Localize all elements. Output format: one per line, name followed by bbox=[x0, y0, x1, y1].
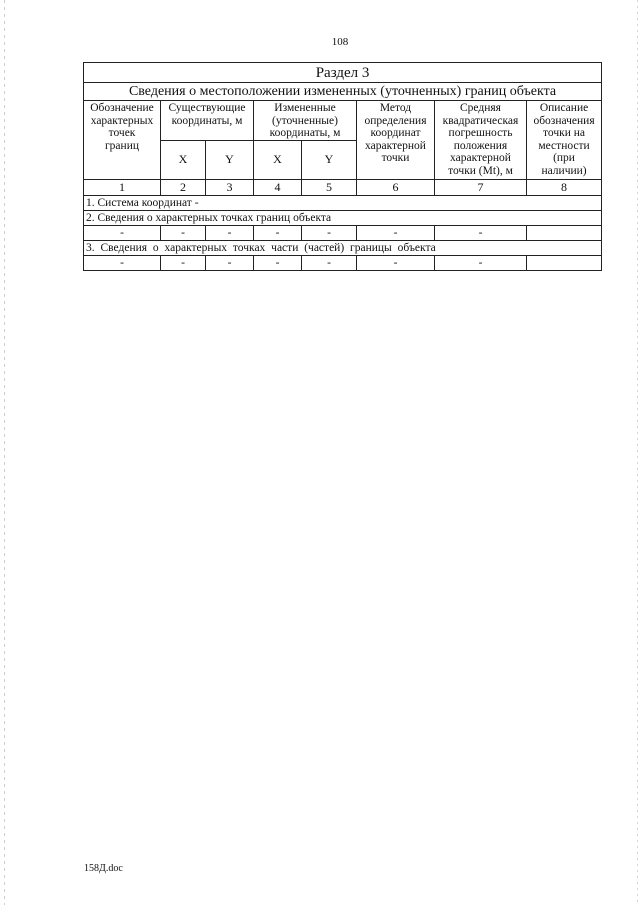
column-numbers-row bbox=[84, 179, 602, 195]
section3-label: 3. Сведения о характерных точках части (частей) границы объекта bbox=[84, 240, 602, 255]
section-title-row bbox=[84, 63, 602, 83]
column-number: 5 bbox=[302, 179, 357, 195]
section2-data-row bbox=[84, 225, 602, 240]
table-cell: - bbox=[254, 255, 302, 270]
scan-margin-right bbox=[637, 0, 638, 905]
table-cell: - bbox=[357, 225, 435, 240]
section2-header-row bbox=[84, 210, 602, 225]
column-number: 7 bbox=[435, 179, 527, 195]
table-cell bbox=[527, 255, 602, 270]
table-cell: - bbox=[302, 255, 357, 270]
section3-data-row bbox=[84, 255, 602, 270]
table-cell: - bbox=[302, 225, 357, 240]
header-changed-y: Y bbox=[302, 140, 357, 179]
column-number: 3 bbox=[206, 179, 254, 195]
table-cell: - bbox=[161, 225, 206, 240]
table-cell: - bbox=[435, 225, 527, 240]
page-number: 108 bbox=[331, 36, 349, 48]
boundary-table bbox=[83, 62, 602, 271]
table-title: Сведения о местоположении измененных (уточненных) границ объекта bbox=[84, 83, 602, 101]
table-cell: - bbox=[206, 225, 254, 240]
header-changed-x: X bbox=[254, 140, 302, 179]
table-title-row bbox=[84, 83, 602, 101]
header-existing-y: Y bbox=[206, 140, 254, 179]
column-number: 6 bbox=[357, 179, 435, 195]
column-number: 8 bbox=[527, 179, 602, 195]
header-mean-square-error: Средняя квадратическая погрешность положения характерной точки (Mt), м bbox=[435, 101, 527, 180]
table-cell: - bbox=[206, 255, 254, 270]
column-number: 2 bbox=[161, 179, 206, 195]
header-method: Метод определения координат характерной точки bbox=[357, 101, 435, 180]
coordinate-system-label: 1. Система координат - bbox=[84, 195, 602, 210]
section3-header-row bbox=[84, 240, 602, 255]
section-title: Раздел 3 bbox=[84, 63, 602, 83]
column-number: 1 bbox=[84, 179, 161, 195]
table-cell: - bbox=[254, 225, 302, 240]
header-row bbox=[84, 101, 602, 141]
table-cell: - bbox=[161, 255, 206, 270]
header-existing-x: X bbox=[161, 140, 206, 179]
header-changed-coordinates: Измененные (уточненные) координаты, м bbox=[254, 101, 357, 141]
table-cell bbox=[527, 225, 602, 240]
table-cell: - bbox=[84, 255, 161, 270]
footer-filename: 158Д.doc bbox=[84, 863, 123, 874]
section2-label: 2. Сведения о характерных точках границ объекта bbox=[84, 210, 602, 225]
scan-margin-left bbox=[4, 0, 5, 905]
header-existing-coordinates: Существующие координаты, м bbox=[161, 101, 254, 141]
header-point-designation: Обозначение характерных точек границ bbox=[84, 101, 161, 180]
table-cell: - bbox=[84, 225, 161, 240]
column-number: 4 bbox=[254, 179, 302, 195]
table-cell: - bbox=[435, 255, 527, 270]
coordinate-system-row bbox=[84, 195, 602, 210]
header-point-description: Описание обозначения точки на местности (при наличии) bbox=[527, 101, 602, 180]
table-cell: - bbox=[357, 255, 435, 270]
